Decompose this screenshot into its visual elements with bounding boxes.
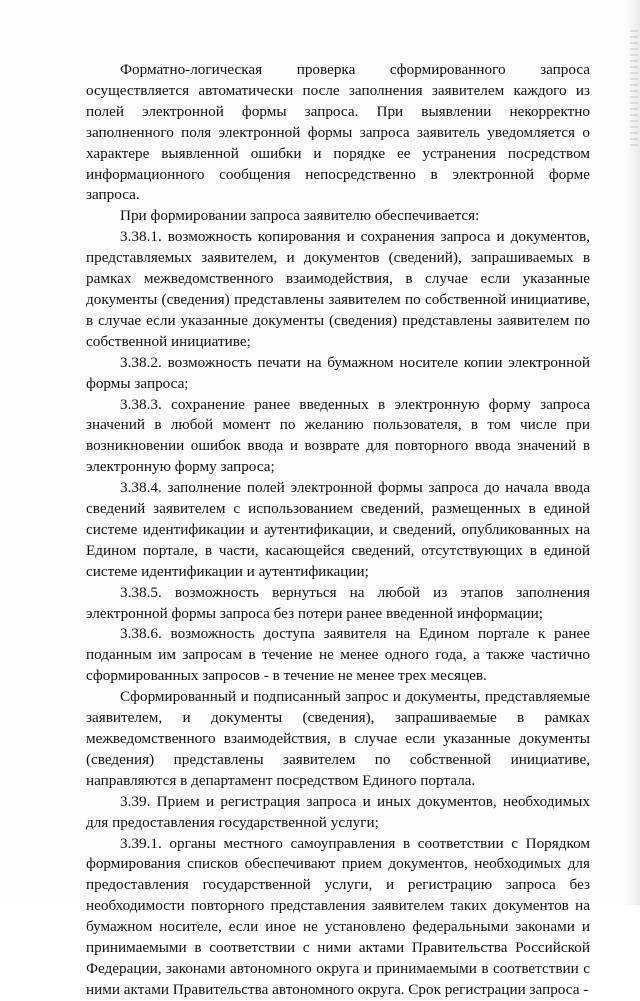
document-body [86, 60, 590, 1001]
paragraph-3-38-2: 3.38.2. возможность печати на бумажном носителе копии электронной формы запроса; [86, 353, 590, 392]
paragraph-3-39: 3.39. Прием и регистрация запроса и иных документов, необходимых для предоставления государственной услуги; [86, 792, 590, 831]
paragraph-3-38-1: 3.38.1. возможность копирования и сохранения запроса и документов, представляемых заявителем, и документов (сведений), запрашиваемых в рамках межведомственного взаимодействия, в случае если указанные документы (сведения) представлены заявителем по собственной инициативе, в случае если указанные документы (сведения) представлены заявителем по собственной инициативе; [86, 228, 590, 350]
paragraph-3-39-1: 3.39.1. органы местного самоуправления в соответствии с Порядком формирования списков обеспечивают прием документов, необходимых для предоставления государственной услуги, и регистрацию запроса без необходимости повторного представления заявителем таких документов на бумажном носителе, если иное не установлено федеральными законами и принимаемыми в соответствии с ними актами Правительства Российской Федерации, законами автономного округа и принимаемыми в соответствии с ними актами Правительства автономного округа. Срок регистрации запроса - [86, 834, 590, 998]
paragraph-format-check: Форматно-логическая проверка сформированного запроса осуществляется автоматически после заполнения заявителем каждого из полей электронной формы запроса. При выявлении некорректно заполненного поля электронной формы запроса заявитель уведомляется о характере выявленной ошибки и порядке ее устранения посредством информационного сообщения непосредственно в электронной форме запроса. [86, 61, 590, 204]
paragraph-3-38-5: 3.38.5. возможность вернуться на любой из этапов заполнения электронной формы запроса без потери ранее введенной информации; [86, 583, 590, 622]
paragraph-signed-request: Сформированный и подписанный запрос и документы, представляемые заявителем, и документы (сведения), запрашиваемые в рамках межведомственного взаимодействия, в случае если указанные документы (сведения) представлены заявителем по собственной инициативе, направляются в департамент посредством Единого портала. [86, 688, 590, 789]
paragraph-3-38-4: 3.38.4. заполнение полей электронной формы запроса до начала ввода сведений заявителем с использованием сведений, размещенных в единой системе идентификации и аутентификации, и сведений, опубликованных на Едином портале, в части, касающейся сведений, отсутствующих в единой системе идентификации и аутентификации; [86, 479, 590, 580]
paragraph-3-38-6: 3.38.6. возможность доступа заявителя на Едином портале к ранее поданным им запросам в течение не менее одного года, а также частично сформированных запросов - в течение не менее трех месяцев. [86, 625, 590, 685]
paragraph-request-provides: При формировании запроса заявителю обеспечивается: [120, 207, 480, 225]
paragraph-3-38-3: 3.38.3. сохранение ранее введенных в электронную форму запроса значений в любой момент по желанию пользователя, в том числе при возникновении ошибок ввода и возврате для повторного ввода значений в электронную форму запроса; [86, 395, 590, 476]
scan-noise-mark [630, 30, 638, 150]
